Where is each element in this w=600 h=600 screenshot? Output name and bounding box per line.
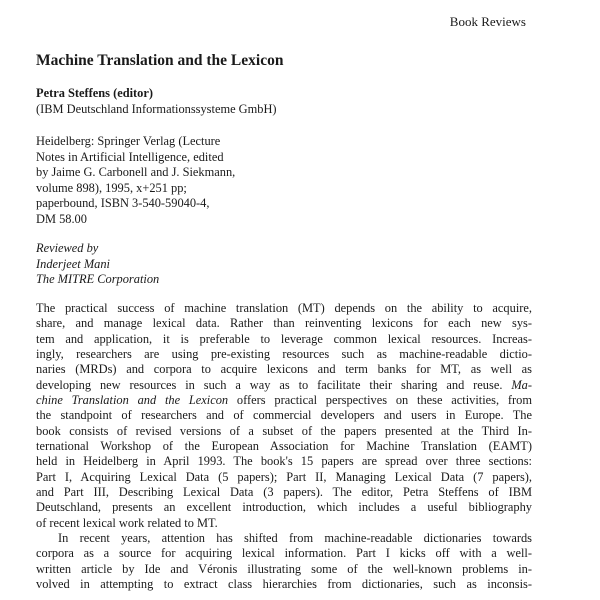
- paragraph-line: volved in attempting to extract class hierarchies from dictionaries, such as inconsis-: [36, 577, 532, 592]
- paragraph-line: Part I, Acquiring Lexical Data (5 papers); Part II, Managing Lexical Data (7 papers),: [36, 469, 532, 484]
- paragraph-line: of recent lexical work related to MT.: [36, 515, 218, 530]
- paragraph-line: ingly, researchers are using pre-existing resources such as machine-readable dictio-: [36, 347, 532, 362]
- paragraph-line: tem and application, it is preferable to leverage common lexical resources. Increas-: [36, 331, 532, 346]
- reviewer-label: Reviewed by: [36, 241, 99, 255]
- publication-line: paperbound, ISBN 3-540-59040-4,: [36, 196, 210, 211]
- editor-block: [36, 86, 366, 117]
- publication-line: Notes in Artificial Intelligence, edited: [36, 149, 224, 164]
- paragraph-line: share, and manage lexical data. Rather than reinventing lexicons for each new sys-: [36, 316, 532, 331]
- paragraph-line: and Part III, Describing Lexical Data (3 papers). The editor, Petra Steffens of IBM: [36, 485, 532, 500]
- reviewer-block: [36, 241, 366, 288]
- paragraph-line: corpora as a source for acquiring lexical information. Part I kicks off with a well-: [36, 546, 532, 561]
- paragraph-line: In recent years, attention has shifted from machine-readable dictionaries towards: [58, 531, 532, 545]
- editor-name: Petra Steffens (editor): [36, 86, 153, 100]
- paragraph-line: The practical success of machine translation (MT) depends on the ability to acquire,: [36, 301, 532, 315]
- reviewer-name: Inderjeet Mani: [36, 256, 110, 271]
- publication-line: by Jaime G. Carbonell and J. Siekmann,: [36, 165, 236, 180]
- paragraph-line: Deutschland, presents an excellent introduction, which includes a useful bibliography: [36, 500, 532, 515]
- review-title: Machine Translation and the Lexicon: [36, 52, 284, 69]
- paragraph-line: held in Heidelberg in April 1993. The book's 15 papers are spread over three sections:: [36, 454, 532, 469]
- body-paragraph-2: [36, 531, 532, 592]
- paragraph-line: naries (MRDs) and corpora to acquire lexicons and term banks for MT, as well as: [36, 362, 532, 377]
- paragraph-line: developing new resources in such a way as to facilitate their sharing and reuse. Ma-: [36, 377, 532, 392]
- paragraph-line: written article by Ide and Véronis illustrating some of the well-known problems in-: [36, 561, 532, 576]
- publication-line: Heidelberg: Springer Verlag (Lecture: [36, 134, 221, 148]
- publication-line: DM 58.00: [36, 211, 87, 226]
- body-paragraph-1: [36, 301, 532, 531]
- paragraph-line: ternational Workshop of the European Association for Machine Translation (EAMT): [36, 439, 532, 454]
- publication-details: [36, 134, 366, 228]
- paragraph-line: chine Translation and the Lexicon offers practical perspectives on these activities, from: [36, 393, 532, 408]
- running-head: Book Reviews: [449, 14, 526, 29]
- publication-line: volume 898), 1995, x+251 pp;: [36, 180, 187, 195]
- editor-affiliation: (IBM Deutschland Informationssysteme GmbH): [36, 101, 277, 116]
- paragraph-line: the standpoint of researchers and of commercial developers and users in Europe. The: [36, 408, 532, 423]
- paragraph-line: book consists of revised versions of a subset of the papers presented at the Third In-: [36, 423, 532, 438]
- reviewer-affiliation: The MITRE Corporation: [36, 272, 160, 287]
